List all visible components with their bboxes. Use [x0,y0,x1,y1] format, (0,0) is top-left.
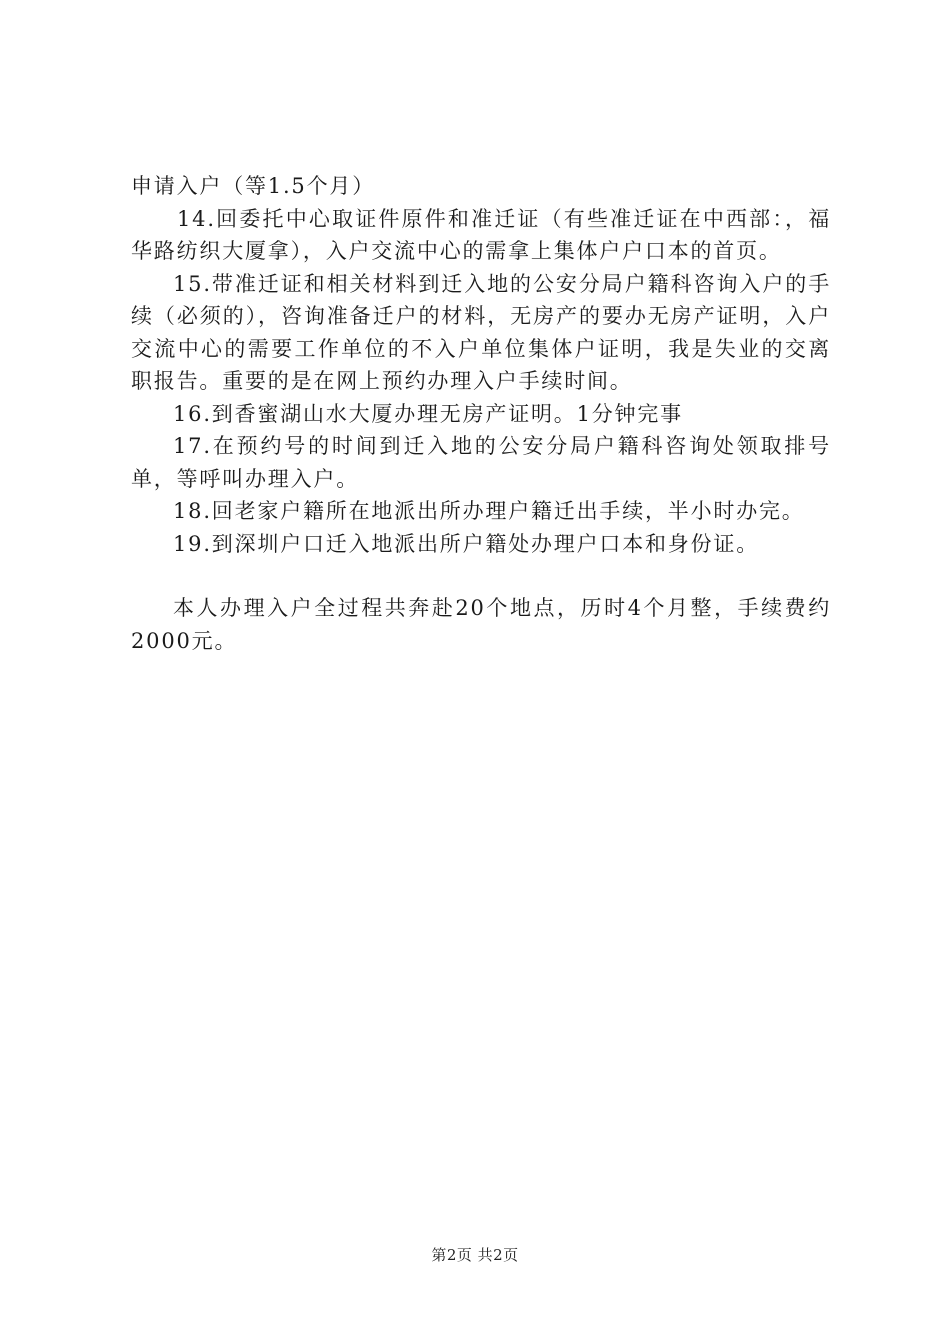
paragraph-continuation: 申请入户（等1.5个月） [131,174,375,198]
paragraph-step-19: 19.到深圳户口迁入地派出所户籍处办理户口本和身份证。 [173,531,759,556]
paragraph-step-15: 15.带准迁证和相关材料到迁入地的公安分局户籍科咨询入户的手续（必须的），咨询准备迁户的材料，无房产的要办无房产证明，入户交流中心的需要工作单位的不入户单位集体户证明，我是失业的交离职报告。重要的是在网上预约办理入户手续时间。 [131,271,831,393]
paragraph-step-17: 17.在预约号的时间到迁入地的公安分局户籍科咨询处领取排号单，等呼叫办理入户。 [131,434,831,491]
paragraph-summary: 本人办理入户全过程共奔赴20个地点，历时4个月整，手续费约2000元。 [131,596,831,653]
paragraph-spacer [131,560,831,592]
document-body [131,170,831,657]
paragraph-step-14: 14.回委托中心取证件原件和准迁证（有些准迁证在中西部：，福华路纺织大厦拿），入户交流中心的需拿上集体户户口本的首页。 [131,206,831,263]
page-footer: 第2页 共2页 [431,1246,519,1264]
paragraph-step-16: 16.到香蜜湖山水大厦办理无房产证明。1分钟完事 [173,401,683,426]
paragraph-step-18: 18.回老家户籍所在地派出所办理户籍迁出手续，半小时办完。 [173,499,805,523]
